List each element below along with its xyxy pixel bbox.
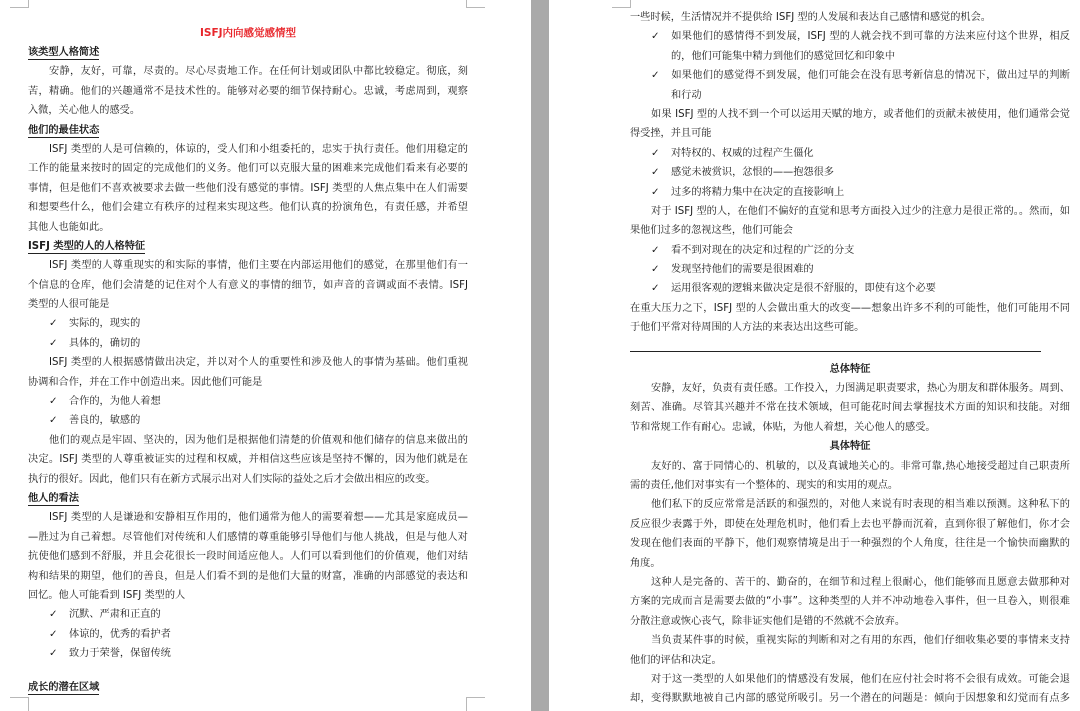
check-icon: ✓ (49, 396, 58, 408)
check-icon: ✓ (651, 167, 660, 179)
bullet-item: ✓ 看不到对现在的决定和过程的广泛的分支 (630, 241, 1070, 260)
bullet-item: ✓ 发现坚持他们的需要是很困难的 (630, 260, 1070, 279)
text-line: 一些时候，生活情况并不提供给 ISFJ 型的人发展和表达自己感情和感觉的机会。 (630, 12, 991, 23)
text-line: 入微，关心他人的感受。 (28, 105, 141, 117)
crop-mark-top-left (612, 0, 631, 8)
check-icon: ✓ (49, 648, 58, 660)
text-line: 和想要些什么，他们会建立有秩序的过程来实现这些。他们认真的扮演角色，有责任感，并希望 (28, 202, 468, 214)
check-icon: ✓ (651, 70, 660, 82)
text-line: 方案的完成而言是需要去做的“小事”。这种类型的人并不冲动地卷入事件，但一旦卷入，则很难 (630, 596, 1070, 608)
text-line: ISFJ 类型的人尊重现实的和实际的事情，他们主要在内部运用他们的感觉，在那里他们有一 (49, 260, 468, 272)
crop-mark-top-left (10, 0, 29, 8)
text-line: 他们私下的反应常常是活跃的和强烈的，对他人来说有时表现的相当难以预测。这种私下的 (651, 499, 1070, 511)
bullet-continuation: 和行动 (671, 89, 702, 101)
text-line: 抗使他们感到不舒服，并且会花很长一段时间适应他人。人们可以看到他们的价值观，他们对结 (28, 551, 468, 563)
text-line: ISFJ 类型的人是可信赖的，体谅的，受人们和小组委托的，忠实于执行责任。他们用稳定的 (49, 143, 468, 155)
check-icon: ✓ (49, 337, 58, 349)
check-icon: ✓ (651, 147, 660, 159)
section-heading-overall: 总体特征 (829, 363, 871, 375)
check-icon: ✓ (651, 186, 660, 198)
check-icon: ✓ (651, 244, 660, 256)
section-heading-summary: 该类型人格简述 (28, 47, 100, 58)
text-line: 需的责任,他们对事实有一个整体的、现实的和实用的观点。 (630, 479, 899, 491)
text-line: 节和常规工作有耐心。忠诚，体贴，为他人着想，关心他人的感受。 (630, 421, 936, 433)
section-heading-others-view: 他人的看法 (28, 492, 79, 504)
section-heading-growth: 成长的潜在区域 (28, 681, 100, 693)
bullet-item: ✓ 善良的，敏感的 (28, 411, 468, 430)
text-line: 构和结果的期望，他们的善良，但是人们看不到的是他们大量的财富，准确的内部感觉的表达和 (28, 570, 468, 582)
text-line: 苦，精确。他们的兴趣通常不是技术性的。能够对必要的细节保持耐心。忠诚，考虑周到，观察 (28, 85, 468, 97)
document-title: ISFJ内向感觉感情型 (199, 27, 297, 39)
text-line: 这种人是完备的、苦干的、勤奋的，在细节和过程上很耐心，他们能够而且愿意去做那种对 (651, 576, 1070, 588)
text-line: 决定。ISFJ 类型的人尊重被证实的过程和权威，并相信这些应该是坚持不懈的，因为他们就是在 (28, 454, 468, 466)
text-line: —胜过为自己着想。尽管他们对传统和人们感情的尊重能够引导他们与他人挑战，但是与他人对 (28, 531, 468, 543)
bullet-item: ✓ 体谅的，优秀的看护者 (28, 625, 468, 644)
text-line: 他们的观点是牢固、坚决的，因为他们是根据他们清楚的价值观和他们储存的信息来做出的 (49, 434, 468, 446)
text-line: 类型的人很可能是 (28, 299, 110, 311)
right-page-content (630, 0, 1070, 709)
section-heading-traits: ISFJ 类型的人的人格特征 (28, 240, 146, 252)
check-icon: ✓ (49, 318, 58, 330)
bullet-continuation: 的，他们可能集中精力到他们的感觉回忆和印象中 (671, 50, 896, 62)
bullet-item: ✓ 致力于荣誉，保留传统 (28, 644, 468, 663)
bullet-item: ✓ 对特权的、权威的过程产生僵化 (630, 144, 1070, 163)
text-line: 在重大压力之下，ISFJ 型的人会做出重大的改变——想象出许多不利的可能性，他们可能用不同 (630, 302, 1070, 314)
text-line: ISFJ 类型的人根据感情做出决定，并以对个人的重要性和涉及他人的事情为基础。他们重视 (49, 357, 468, 369)
check-icon: ✓ (651, 283, 660, 295)
bullet-item: ✓ 具体的，确切的 (28, 334, 468, 353)
section-heading-specific: 具体特征 (829, 441, 871, 453)
text-line: 其他人也能如此。 (28, 221, 110, 233)
text-line: 事情，但是他们不喜欢被要求去做一些他们没有感觉的事情。ISFJ 类型的人焦点集中在人们需要 (28, 182, 468, 194)
bullet-item: ✓ 沉默、严肃和正直的 (28, 605, 468, 624)
bullet-item: ✓ 感觉未被赏识，忿恨的——抱怨很多 (630, 163, 1070, 182)
text-line: 刻苦、准确。尽管其兴趣并不常在技术领域，但可能花时间去掌握技术方面的知识和技能。对细 (630, 402, 1070, 414)
text-line: 果他们过多的忽视这些，他们可能会 (630, 225, 793, 237)
check-icon: ✓ (49, 415, 58, 427)
bullet-item: ✓ 运用很客观的逻辑来做决定是很不舒服的，即使有这个必要 (630, 279, 1070, 298)
document-page-right (549, 0, 1080, 711)
text-line: 对于这一类型的人如果他们的情感没有发展，他们在应付社会时将不会很有成效。可能会退 (651, 673, 1070, 685)
text-line: 当负责某件事的时候，重视实际的判断和对之有用的东西，他们仔细收集必要的事情来支持 (651, 635, 1070, 647)
text-line: 安静，友好，负责有责任感。工作投入，力图满足职责要求，热心为朋友和群体服务。周到、 (651, 383, 1070, 395)
text-line: 却，变得默默地被自己内部的感觉所吸引。另一个潜在的问题是：倾向于因想象和幻觉而有点多 (630, 693, 1070, 705)
crop-mark-bottom-right (466, 697, 485, 711)
text-line: 他们的评估和决定。 (630, 654, 722, 666)
left-page-content (28, 0, 468, 697)
text-line: 工作的能量来按时的固定的完成他们的义务。他们可以克服大量的困难来完成他们看来有必要的 (28, 163, 468, 175)
text-line: 如果 ISFJ 型的人找不到一个可以运用天赋的地方，或者他们的贡献未被使用，他们通常会觉 (651, 108, 1070, 120)
bullet-item: ✓ 如果他们的感觉得不到发展，他们可能会在没有思考新信息的情况下，做出过早的判断 (630, 66, 1070, 85)
check-icon: ✓ (651, 31, 660, 43)
check-icon: ✓ (651, 264, 660, 276)
bullet-item: ✓ 如果他们的感情得不到发展，ISFJ 型的人就会找不到可靠的方法来应付这个世界，相反 (630, 27, 1070, 46)
text-line: 于他们平常对待周围的人方法的来表达出这些可能。 (630, 322, 865, 334)
text-line: 分散注意或恢心丧气，除非证实他们是错的不然就不会放弃。 (630, 615, 906, 627)
horizontal-divider (630, 351, 1041, 352)
bullet-item: ✓ 实际的，现实的 (28, 314, 468, 333)
check-icon: ✓ (49, 609, 58, 621)
text-line: 回忆。他人可能看到 ISFJ 类型的人 (28, 589, 186, 601)
bullet-item: ✓ 过多的将精力集中在决定的直接影响上 (630, 183, 1070, 202)
text-line: 得受挫，并且可能 (630, 128, 712, 140)
text-line: 发现在他们表面的平静下，他们观察情境是出于一种强烈的个人角度，往往是一个愉快而幽默的 (630, 538, 1070, 550)
text-line: 友好的、富于同情心的、机敏的，以及真诚地关心的。非常可靠,热心地接受超过自己职责所 (651, 460, 1070, 472)
text-line: ISFJ 类型的人是谦逊和安静相互作用的，他们通常为他人的需要着想——尤其是家庭成员— (49, 512, 468, 524)
text-line: 个信息的仓库，他们会清楚的记住对个人有意义的事情的细节，如声音的音调或面不表情。ISFJ (28, 279, 468, 291)
text-line: 反应很少表露于外，即使在处理危机时，他们看上去也平静而沉着，直到你很了解他们，你才会 (630, 518, 1070, 530)
section-heading-best-state: 他们的最佳状态 (28, 124, 100, 136)
document-page-left (0, 0, 531, 711)
check-icon: ✓ (49, 628, 58, 640)
bullet-item: ✓ 合作的，为他人着想 (28, 392, 468, 411)
text-line: 执行的很好。因此，他们只有在新方式展示出对人们实际的益处之后才会做出相应的改变。 (28, 473, 436, 485)
text-line: 对于 ISFJ 型的人，在他们不偏好的直觉和思考方面投入过少的注意力是很正常的。。然而，如 (651, 205, 1070, 217)
text-line: 安静，友好，可靠，尽责的。尽心尽责地工作。在任何计划或团队中都比较稳定。彻底，刻 (49, 66, 468, 78)
text-line: 协调和合作，并在工作中创造出来。因此他们可能是 (28, 376, 263, 388)
text-line: 角度。 (630, 557, 661, 569)
crop-mark-top-right (466, 0, 485, 8)
crop-mark-bottom-left (10, 697, 29, 711)
